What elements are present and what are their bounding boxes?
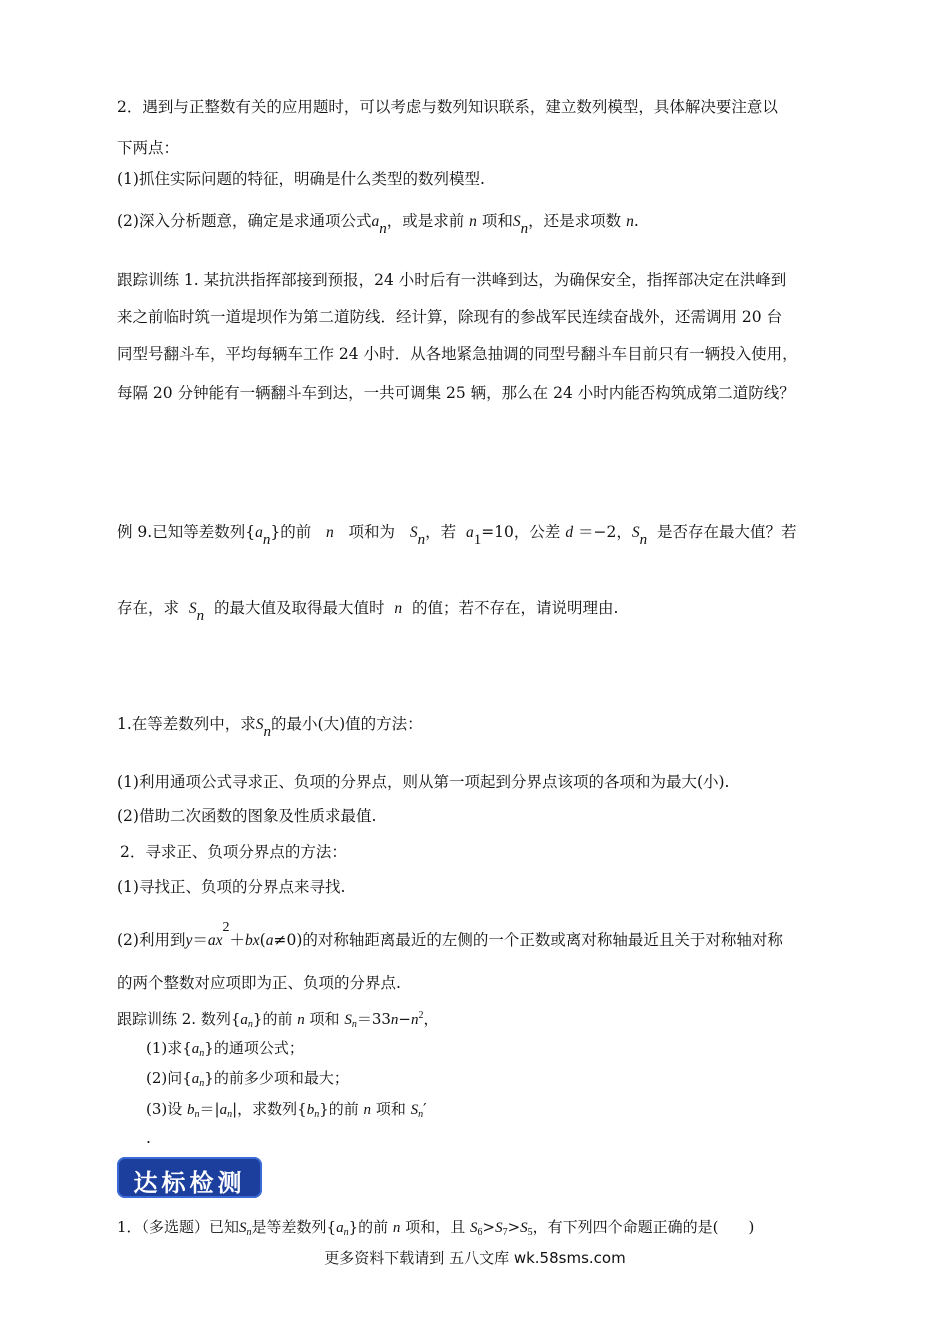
method-q1: (1)寻找正、负项的分界点来寻找.	[117, 878, 346, 896]
exercise-1-line1: 跟踪训练 1. 某抗洪指挥部接到预报，24 小时后有一洪峰到达，为确保安全，指挥部决定在洪峰到	[117, 271, 787, 289]
sec2-line1: 2．遇到与正整数有关的应用题时，可以考虑与数列知识联系，建立数列模型，具体解决要注意以	[117, 98, 778, 116]
exercise-1-line3: 同型号翻斗车，平均每辆车工作 24 小时．从各地紧急抽调的同型号翻斗车目前只有一辆投入使用，	[117, 345, 798, 363]
exercise-1-line2: 来之前临时筑一道堤坝作为第二道防线．经计算，除现有的参战军民连续奋战外，还需调用 20 台	[117, 308, 783, 326]
sec2-line2: 下两点：	[117, 139, 180, 157]
method-title: 1.在等差数列中，求Sn的最小(大)值的方法：	[117, 715, 423, 740]
exercise-2-dot: .	[146, 1129, 151, 1147]
exercise-1-line4: 每隔 20 分钟能有一辆翻斗车到达，一共可调集 25 辆，那么在 24 小时内能否构筑成第二道防线？	[117, 384, 795, 402]
section-badge	[117, 1157, 262, 1198]
question-1: 1．（多选题）已知$S_n$是等差数列$\{a_n\}$的前 n 项和，且 $S_6>S_7>S_5$，有下列四个命题正确的是( )	[117, 1218, 755, 1238]
method-h2: 2．寻求正、负项分界点的方法：	[120, 843, 347, 861]
example-9-line1: 例 9.已知等差数列{an}的前 n 项和为 Sn，若 a1=10，公差 d ＝−2，Sn 是否存在最大值？若	[117, 523, 797, 548]
method-q2-line1: (2)利用到y＝ax2＋bx(a≠0)的对称轴距离最近的左侧的一个正数或离对称轴最近且关于对称轴对称	[117, 920, 783, 949]
exercise-2-q3: (3)设 $b_n=|a_n|$，求数列$\{b_n\}$的前 n 项和 $S_n'$	[146, 1100, 427, 1120]
point-1: (1)抓住实际问题的特征，明确是什么类型的数列模型.	[117, 170, 485, 188]
method-p1: (1)利用通项公式寻求正、负项的分界点，则从第一项起到分界点该项的各项和为最大(小).	[117, 773, 730, 791]
section-badge-label: 达标检测	[133, 1169, 246, 1197]
example-9-line2: 存在，求 Sn 的最大值及取得最大值时 n 的值；若不存在，请说明理由.	[117, 599, 619, 624]
method-q2-line2: 的两个整数对应项即为正、负项的分界点.	[117, 974, 401, 992]
exercise-2-title: 跟踪训练 2. 数列$\{a_n\}$的前 n 项和 $S_n=33n-n^2$，	[117, 1010, 439, 1030]
point-2: (2)深入分析题意，确定是求通项公式an，或是求前 n 项和Sn，还是求项数 n.	[117, 212, 639, 237]
exercise-2-q1: (1)求$\{a_n\}$的通项公式；	[146, 1039, 304, 1059]
exercise-2-q2: (2)问$\{a_n\}$的前多少项和最大；	[146, 1069, 349, 1089]
method-p2: (2)借助二次函数的图象及性质求最值.	[117, 807, 377, 825]
footer-link[interactable]: 更多资料下载请到 五八文库 wk.58sms.com	[324, 1249, 626, 1267]
